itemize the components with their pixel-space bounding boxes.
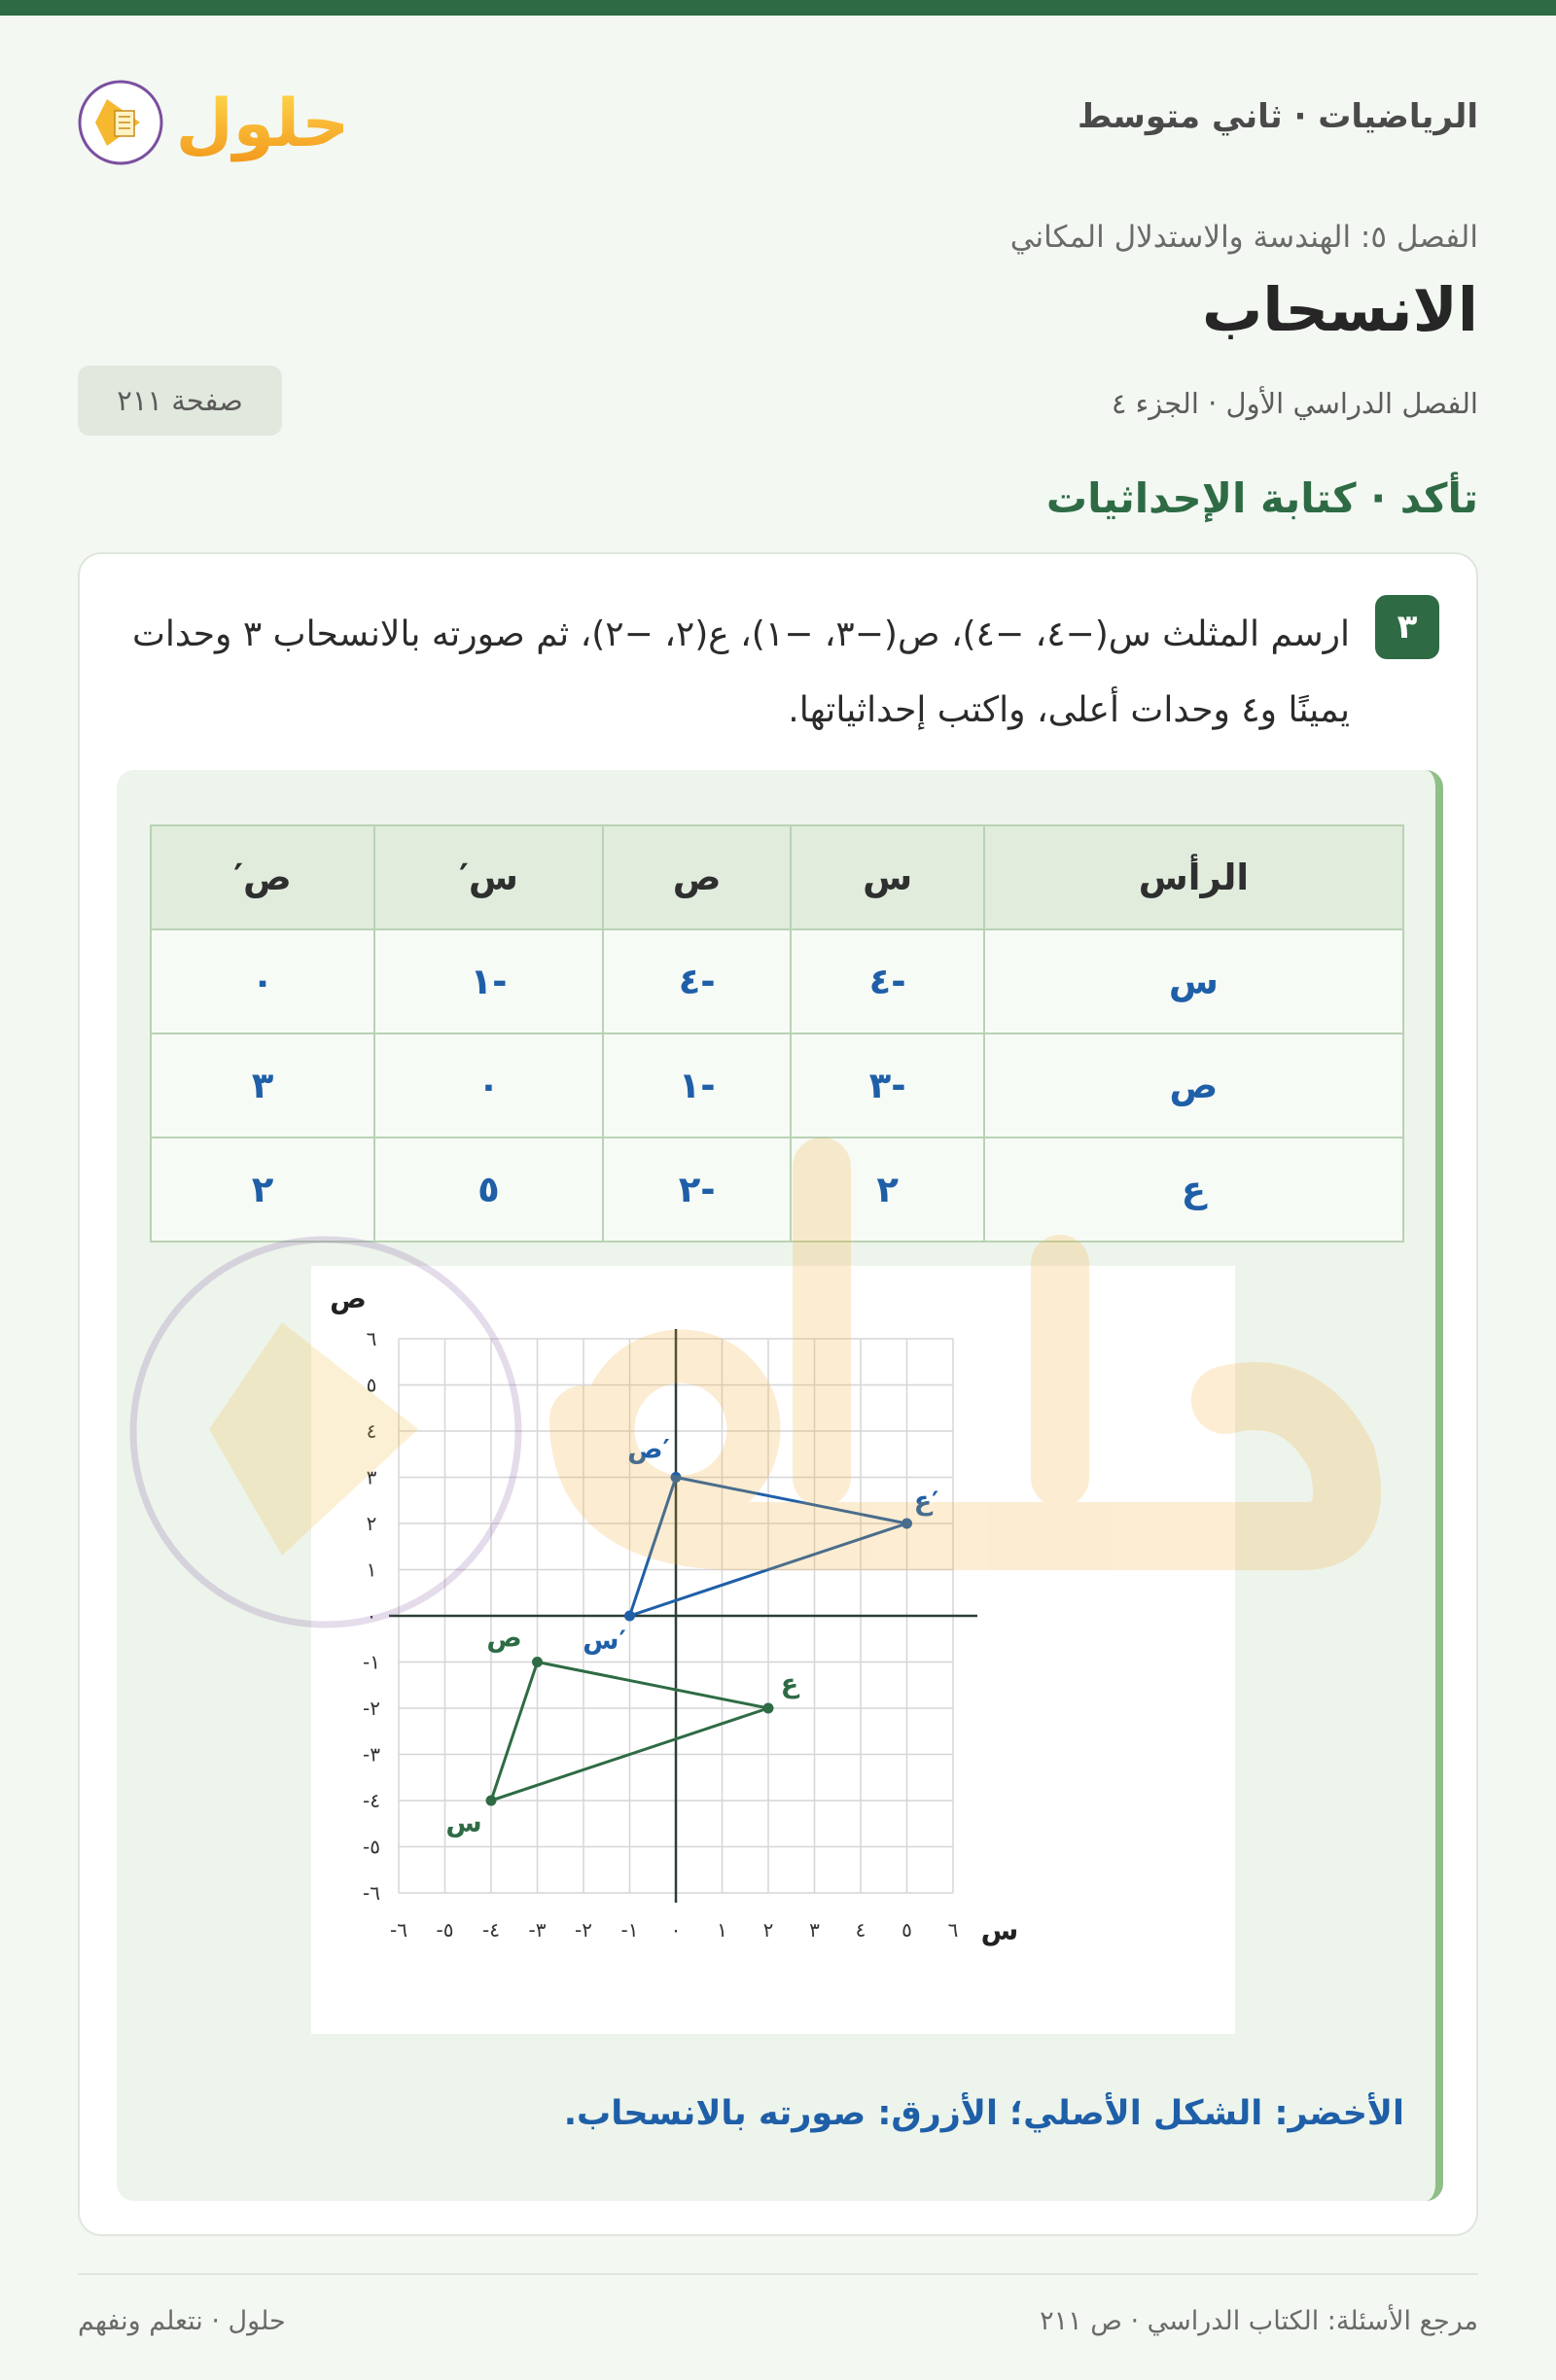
header-x: س <box>791 825 983 929</box>
table-cell: -١ <box>603 1033 792 1138</box>
y-axis-label: ص <box>330 1282 367 1314</box>
x-tick-label: ٥ <box>902 1918 912 1942</box>
y-tick-label: ٣ <box>366 1465 377 1489</box>
coordinate-plane-graph <box>311 1266 1235 2034</box>
y-tick-label: ٤ <box>366 1419 377 1443</box>
section-title: تأكد · كتابة الإحداثيات <box>1045 474 1478 522</box>
table-cell: ٥ <box>374 1138 603 1242</box>
page-badge: صفحة ٢١١ <box>78 366 282 436</box>
legend-text: الأخضر: الشكل الأصلي؛ الأزرق: صورته بالانسحاب. <box>563 2094 1404 2133</box>
table-row <box>151 929 1403 1033</box>
header-x-prime: س′ <box>374 825 603 929</box>
table-cell: ع <box>984 1138 1403 1242</box>
table-cell: ص <box>984 1033 1403 1138</box>
header-y-prime: ص′ <box>151 825 374 929</box>
vertex-label: س′ <box>583 1626 626 1656</box>
header-vertex: الرأس <box>984 825 1403 929</box>
y-tick-label: -١ <box>363 1650 380 1674</box>
chapter-label: الفصل ٥: الهندسة والاستدلال المكاني <box>1009 220 1478 255</box>
x-tick-label: -٤ <box>482 1918 500 1942</box>
answer-panel <box>117 770 1443 2201</box>
table-cell: -٣ <box>791 1033 983 1138</box>
y-tick-label: -٣ <box>363 1742 380 1767</box>
lesson-title: الانسحاب <box>1201 274 1478 345</box>
table-cell: ٢ <box>151 1138 374 1242</box>
x-tick-label: ٤ <box>855 1918 866 1942</box>
x-tick-label: ٣ <box>809 1918 820 1942</box>
table-row <box>151 1138 1403 1242</box>
y-tick-label: ٢ <box>366 1512 377 1535</box>
x-tick-label: -٣ <box>528 1918 547 1942</box>
top-accent-bar <box>0 0 1556 16</box>
question-text: ارسم المثلث س(−٤، −٤)، ص(−٣، −١)، ع(٢، −٢)، ثم صورته بالانسحاب ٣ وحدات يمينًا و٤ وحدات أعلى، واكتب إحداثياتها. <box>132 614 1350 730</box>
vertex-point <box>624 1611 635 1622</box>
vertex-label: ع <box>780 1669 799 1699</box>
coordinates-table <box>150 824 1404 1242</box>
y-tick-label: -٦ <box>363 1881 380 1905</box>
course-label: الرياضيات · ثاني متوسط <box>1078 97 1478 136</box>
vertex-point <box>486 1796 497 1806</box>
table-cell: ٢ <box>791 1138 983 1242</box>
term-label: الفصل الدراسي الأول · الجزء ٤ <box>1111 387 1478 420</box>
table-header-row <box>151 825 1403 929</box>
x-tick-label: -٦ <box>390 1918 407 1942</box>
x-tick-label: ٢ <box>762 1918 774 1942</box>
table-cell: س <box>984 929 1403 1033</box>
x-tick-label: ١ <box>717 1918 727 1942</box>
y-tick-label: -٤ <box>363 1789 380 1812</box>
y-tick-label: -٥ <box>363 1835 380 1859</box>
vertex-point <box>671 1472 682 1483</box>
vertex-label: ع′ <box>913 1487 939 1517</box>
x-tick-label: -١ <box>620 1918 639 1942</box>
footer-brand: حلول · نتعلم ونفهم <box>78 2306 286 2336</box>
x-tick-label: ٠ <box>670 1918 682 1942</box>
vertex-point <box>902 1519 912 1529</box>
table-cell: -٢ <box>603 1138 792 1242</box>
y-tick-label: ١ <box>366 1558 377 1582</box>
table-cell: -٤ <box>603 929 792 1033</box>
y-tick-label: ٥ <box>366 1373 377 1397</box>
brand-logo <box>78 64 350 171</box>
y-tick-label: -٢ <box>363 1697 380 1720</box>
y-tick-label: ٦ <box>366 1327 377 1350</box>
header-y: ص <box>603 825 792 929</box>
question-card <box>78 552 1478 2236</box>
footer-reference: مرجع الأسئلة: الكتاب الدراسي · ص ٢١١ <box>1040 2306 1478 2336</box>
table-cell: -١ <box>374 929 603 1033</box>
question-number: ٣ <box>1375 595 1439 659</box>
table-row <box>151 1033 1403 1138</box>
table-cell: ٠ <box>151 929 374 1033</box>
table-cell: -٤ <box>791 929 983 1033</box>
y-tick-label: ٠ <box>366 1604 377 1628</box>
vertex-label: ص′ <box>627 1434 670 1465</box>
x-axis-label: س <box>980 1914 1019 1946</box>
vertex-label: س <box>445 1808 482 1838</box>
x-tick-label: -٢ <box>575 1918 592 1942</box>
table-cell: ٣ <box>151 1033 374 1138</box>
vertex-point <box>763 1703 774 1714</box>
footer-divider <box>78 2273 1478 2275</box>
table-cell: ٠ <box>374 1033 603 1138</box>
vertex-point <box>532 1657 543 1667</box>
x-tick-label: -٥ <box>436 1918 454 1942</box>
x-tick-label: ٦ <box>947 1918 959 1942</box>
vertex-label: ص <box>486 1623 522 1654</box>
brand-logo-text: حلول <box>175 86 350 162</box>
